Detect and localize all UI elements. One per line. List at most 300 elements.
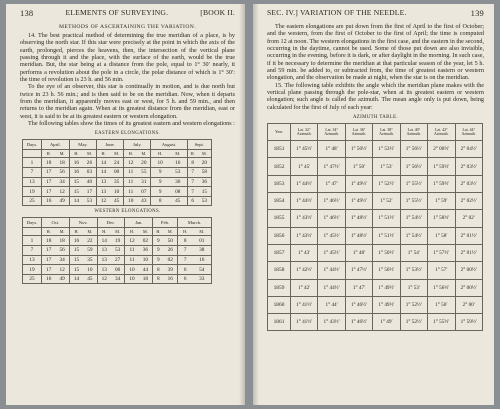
western-row (23, 246, 212, 256)
azimuth-value-cell: 1° 59½′ (455, 314, 482, 331)
azimuth-value-cell: 1° 59′ (428, 193, 455, 210)
western-value-cell: 56 (55, 246, 69, 256)
eastern-value-cell: 03 (83, 168, 97, 178)
azimuth-value-cell: 2° 00½′ (455, 262, 482, 279)
azimuth-value-cell: 1° 46½′ (345, 296, 372, 313)
eastern-value-cell: 8 (187, 158, 198, 168)
azimuth-lat-header (373, 124, 400, 141)
azimuth-lat-header (455, 124, 482, 141)
right-page (253, 4, 494, 405)
azimuth-value-cell: 1° 53½′ (400, 262, 427, 279)
western-value-cell: 01 (192, 236, 211, 246)
azimuth-value-cell: 1° 45½′ (318, 244, 345, 261)
azimuth-value-cell: 1° 51½′ (373, 227, 400, 244)
western-value-cell: 13 (97, 265, 111, 275)
western-value-cell: 02 (164, 255, 178, 265)
azimuth-lat-header (318, 124, 345, 141)
western-value-cell: 18 (139, 274, 153, 284)
eastern-header-cell: August. (151, 140, 187, 150)
eastern-value-cell: 6 (187, 196, 198, 206)
western-value-cell: 14 (69, 274, 83, 284)
eastern-value-cell: 53 (83, 196, 97, 206)
eastern-units-cell: M. (198, 150, 212, 158)
eastern-value-cell: 10 (124, 196, 138, 206)
eastern-value-cell: 17 (83, 187, 97, 197)
azimuth-value-cell: 1° 44½′ (318, 262, 345, 279)
azimuth-year-cell: 1859 (268, 279, 291, 296)
eastern-value-cell: 36 (198, 177, 212, 187)
eastern-value-cell: 17 (42, 168, 56, 178)
western-value-cell: 16 (164, 274, 178, 284)
western-header-cell: Jan. (125, 218, 153, 228)
eastern-day-cell: 13 (23, 177, 42, 187)
eastern-row (23, 187, 212, 197)
eastern-day-cell: 25 (23, 196, 42, 206)
azimuth-value-cell: 1° 49′ (373, 314, 400, 331)
western-value-cell: 17 (42, 255, 56, 265)
azimuth-row (268, 210, 483, 227)
azimuth-value-cell: 1° 56½′ (400, 158, 427, 175)
eastern-value-cell: 18 (55, 158, 69, 168)
western-value-cell: 9 (153, 236, 164, 246)
azimuth-table (267, 123, 483, 331)
azimuth-year-cell: 1853 (268, 175, 291, 192)
eastern-value-cell: 8 (151, 196, 169, 206)
azimuth-value-cell: 1° 53′ (373, 158, 400, 175)
azimuth-value-cell: 1° 59½′ (428, 158, 455, 175)
azimuth-value-cell: 1° 45½′ (318, 227, 345, 244)
eastern-row (23, 196, 212, 206)
eastern-value-cell: 40 (83, 177, 97, 187)
western-value-cell: 6 (177, 265, 192, 275)
azimuth-row (268, 175, 483, 192)
eastern-row (23, 168, 212, 178)
azimuth-value-cell: 1° 48′ (318, 141, 345, 158)
paragraph-14: 14. The best practical method of determining the true meridian of a place, is by observing the north star. If this star were precisely at the point in which the axis of the earth, prolonged, pierces the heavens, then, the intersection of the vertical plane passing through it and the place, with the surface of the earth, would be the true meridian. But, the star being at a distance from the pole, equal to 1° 30′ nearly, it performs a revolution about the pole in a circle, the polar distance of which is 1° 30′: the time of revolution is 23 h. and 56 min. (20, 33, 235, 84)
azimuth-value-cell: 1° 43½′ (291, 210, 318, 227)
eastern-elongations-table (22, 139, 212, 206)
western-units-cell: H. (42, 228, 56, 236)
eastern-units-cell: H. (187, 150, 198, 158)
azimuth-value-cell: 1° 52′ (373, 193, 400, 210)
azimuth-value-cell: 1° 53′ (400, 279, 427, 296)
azimuth-value-cell: 1° 50½′ (373, 244, 400, 261)
azimuth-value-cell: 1° 47½′ (345, 262, 372, 279)
azimuth-value-cell: 1° 59½′ (428, 175, 455, 192)
eastern-header-cell: Days. (23, 140, 42, 150)
western-value-cell: 10 (83, 265, 97, 275)
azimuth-value-cell: 2° 00½′ (455, 279, 482, 296)
eastern-value-cell: 07 (137, 187, 151, 197)
eastern-row (23, 177, 212, 187)
eastern-units-cell: H. (151, 150, 169, 158)
azimuth-row (268, 296, 483, 313)
azimuth-sub-label: Azimuth. (434, 132, 449, 137)
eastern-header-cell: July. (124, 140, 151, 150)
left-page-number: 138 (20, 8, 34, 18)
western-value-cell: 22 (83, 236, 97, 246)
eastern-value-cell: 56 (55, 168, 69, 178)
azimuth-year-cell: 1857 (268, 244, 291, 261)
azimuth-value-cell: 1° 49½′ (345, 193, 372, 210)
eastern-value-cell: 45 (169, 196, 187, 206)
western-value-cell: 18 (55, 236, 69, 246)
azimuth-lat-label: Lat. 44° (462, 127, 476, 132)
eastern-value-cell: 15 (198, 187, 212, 197)
azimuth-lat-label: Lat. 42° (435, 127, 448, 132)
western-value-cell: 35 (83, 255, 97, 265)
eastern-value-cell: 9 (151, 187, 169, 197)
eastern-header-cell: Sept. (187, 140, 211, 150)
western-value-cell: 49 (55, 274, 69, 284)
eastern-value-cell: 17 (42, 177, 56, 187)
western-header-cell: Oct. (42, 218, 70, 228)
paragraph-tables-intro: The following tables show the times of its greatest eastern and western elongations : (28, 121, 235, 128)
western-value-cell: 27 (111, 255, 125, 265)
azimuth-sub-label: Azimuth. (296, 132, 312, 137)
western-table-title: WESTERN ELONGATIONS. (94, 209, 161, 215)
western-day-cell: 19 (23, 265, 42, 275)
eastern-day-cell: 19 (23, 187, 42, 197)
azimuth-value-cell: 1° 44½′ (291, 175, 318, 192)
azimuth-lat-header (400, 124, 427, 141)
eastern-value-cell: 11 (124, 187, 138, 197)
azimuth-sub-label: Azimuth. (351, 132, 367, 137)
eastern-value-cell: 16 (169, 158, 187, 168)
western-units-cell (23, 228, 42, 236)
western-row (23, 255, 212, 265)
azimuth-value-cell: 1° 52½′ (400, 314, 427, 331)
eastern-units-cell: H. (124, 150, 138, 158)
western-value-cell: 9 (153, 255, 164, 265)
eastern-value-cell: 12 (124, 158, 138, 168)
azimuth-value-cell: 2° 03½′ (455, 175, 482, 192)
eastern-day-cell: 1 (23, 158, 42, 168)
eastern-value-cell: 53 (198, 196, 212, 206)
azimuth-lat-label: Lat. 32° (297, 127, 311, 132)
western-value-cell: 16 (42, 274, 56, 284)
western-value-cell: 12 (97, 274, 111, 284)
western-elongations-table (22, 217, 212, 284)
eastern-value-cell: 49 (55, 196, 69, 206)
eastern-value-cell: 13 (97, 177, 111, 187)
western-value-cell: 13 (97, 246, 111, 256)
left-running-head (20, 8, 235, 18)
eastern-units-cell: M. (137, 150, 151, 158)
eastern-value-cell: 7 (187, 187, 198, 197)
azimuth-value-cell: 1° 45½′ (291, 141, 318, 158)
azimuth-sub-label: Azimuth. (406, 132, 422, 137)
azimuth-year-cell: 1860 (268, 296, 291, 313)
western-header-cell: Days. (23, 218, 42, 228)
western-value-cell: 11 (125, 255, 139, 265)
eastern-value-cell: 34 (55, 177, 69, 187)
azimuth-value-cell: 1° 47½′ (318, 158, 345, 175)
azimuth-value-cell: 1° 57′ (428, 262, 455, 279)
western-header-row (23, 218, 212, 228)
western-value-cell: 17 (42, 246, 56, 256)
western-value-cell: 10 (139, 255, 153, 265)
western-value-cell: 6 (177, 274, 192, 284)
eastern-value-cell: 00 (110, 168, 124, 178)
western-units-cell: M. (55, 228, 69, 236)
left-running-title: ELEMENTS OF SURVEYING. (65, 8, 169, 17)
eastern-table-title: EASTERN ELONGATIONS. (94, 131, 161, 137)
eastern-value-cell: 15 (69, 177, 83, 187)
eastern-value-cell: 10 (151, 158, 169, 168)
eastern-value-cell: 15 (69, 187, 83, 197)
western-units-row (23, 228, 212, 236)
western-day-cell: 13 (23, 255, 42, 265)
western-row (23, 265, 212, 275)
western-value-cell: 15 (69, 255, 83, 265)
azimuth-row (268, 227, 483, 244)
paragraph-15: 15. The following table exhibits the angle which the meridian plane makes with the vertical plane passing through the pole-star, when at its greatest eastern or western elongation; such angle is called the azimuth. The mean angle only is put down, being calculated for the first of July of each year: (267, 82, 484, 111)
azimuth-value-cell: 1° 44½′ (318, 279, 345, 296)
eastern-units-cell: H. (69, 150, 83, 158)
western-day-cell: 25 (23, 274, 42, 284)
western-units-cell: M. (139, 228, 153, 236)
eastern-value-cell: 08 (169, 187, 187, 197)
azimuth-row (268, 244, 483, 261)
western-value-cell: 16 (69, 236, 83, 246)
western-value-cell: 34 (111, 274, 125, 284)
eastern-value-cell: 9 (151, 177, 169, 187)
western-value-cell: 12 (55, 265, 69, 275)
azimuth-value-cell: 1° 55½′ (400, 193, 427, 210)
eastern-header-row (23, 140, 212, 150)
azimuth-value-cell: 1° 43½′ (318, 314, 345, 331)
azimuth-year-header: Year. (268, 124, 291, 141)
azimuth-lat-label: Lat. 36° (352, 127, 366, 132)
eastern-value-cell: 35 (110, 177, 124, 187)
azimuth-value-cell: 1° 51½′ (373, 210, 400, 227)
eastern-value-cell: 43 (137, 196, 151, 206)
azimuth-sub-label: Azimuth. (379, 132, 394, 137)
eastern-value-cell: 12 (55, 187, 69, 197)
eastern-value-cell: 11 (124, 168, 138, 178)
western-value-cell: 00 (111, 265, 125, 275)
western-value-cell: 39 (164, 265, 178, 275)
right-running-head (267, 8, 484, 18)
western-value-cell: 26 (164, 246, 178, 256)
azimuth-lat-header (291, 124, 318, 141)
azimuth-value-cell: 1° 48½′ (345, 210, 372, 227)
azimuth-header-row (268, 124, 483, 141)
azimuth-table-title: AZIMUTH TABLE. (352, 115, 399, 121)
azimuth-value-cell: 1° 42½′ (291, 262, 318, 279)
azimuth-value-cell: 1° 56½′ (400, 141, 427, 158)
azimuth-row (268, 193, 483, 210)
eastern-value-cell: 14 (69, 196, 83, 206)
western-value-cell: 50 (164, 236, 178, 246)
eastern-value-cell: 12 (97, 196, 111, 206)
azimuth-value-cell: 1° 46½′ (318, 210, 345, 227)
azimuth-value-cell: 1° 57½′ (428, 244, 455, 261)
western-value-cell: 9 (153, 246, 164, 256)
western-value-cell: 14 (97, 236, 111, 246)
western-value-cell: 17 (42, 265, 56, 275)
eastern-value-cell: 9 (151, 168, 169, 178)
paragraph-star-motion: To the eye of an observer, this star is continually in motion, and is due north but twice in 23 h. 56 min.; and is then said to be on the meridian. Now, when it departs from the meridian, it apparently moves east or west, for 5 h. and 59 min., and then returns to the meridian again. When at its greatest distance from the meridian, east or west, it is said to be at its greatest eastern or western elongation. (20, 84, 235, 120)
azimuth-value-cell: 1° 44′ (318, 296, 345, 313)
eastern-value-cell: 53 (169, 168, 187, 178)
azimuth-row (268, 158, 483, 175)
western-units-cell: M. (164, 228, 178, 236)
western-value-cell: 33 (192, 274, 211, 284)
eastern-value-cell: 45 (110, 196, 124, 206)
eastern-units-cell: H. (42, 150, 56, 158)
western-value-cell: 7 (177, 246, 192, 256)
eastern-value-cell: 17 (42, 187, 56, 197)
western-value-cell: 8 (177, 236, 192, 246)
left-page (6, 4, 245, 405)
western-units-cell: M. (192, 228, 211, 236)
western-units-cell: H. (97, 228, 111, 236)
eastern-value-cell: 7 (187, 177, 198, 187)
azimuth-row (268, 262, 483, 279)
azimuth-value-cell: 1° 52½′ (373, 175, 400, 192)
azimuth-sub-label: Azimuth. (324, 132, 339, 137)
azimuth-value-cell: 1° 50½′ (373, 262, 400, 279)
western-value-cell: 10 (125, 265, 139, 275)
azimuth-value-cell: 1° 54½′ (400, 210, 427, 227)
azimuth-value-cell: 1° 47′ (345, 279, 372, 296)
western-value-cell: 02 (139, 236, 153, 246)
azimuth-value-cell: 1° 41½′ (291, 296, 318, 313)
azimuth-value-cell: 1° 41½′ (291, 314, 318, 331)
western-value-cell: 10 (125, 274, 139, 284)
eastern-value-cell: 20 (198, 158, 212, 168)
azimuth-row (268, 141, 483, 158)
eastern-header-cell: April. (42, 140, 70, 150)
azimuth-year-cell: 1856 (268, 227, 291, 244)
azimuth-value-cell: 2° 03½′ (455, 158, 482, 175)
western-units-cell: M. (83, 228, 97, 236)
western-value-cell: 15 (69, 265, 83, 275)
azimuth-year-cell: 1851 (268, 141, 291, 158)
eastern-units-cell: H. (97, 150, 111, 158)
azimuth-value-cell: 2° 04½′ (455, 141, 482, 158)
azimuth-year-cell: 1858 (268, 262, 291, 279)
azimuth-lat-label: Lat. 40° (407, 127, 421, 132)
eastern-value-cell: 26 (83, 158, 97, 168)
eastern-value-cell: 24 (110, 158, 124, 168)
paragraph-elongation-notes: The eastern elongations are put down from the first of April to the first of October; and the western, from the first of October to the first of April; the time is computed from 12 at noon. The western elongations in the first case, and the eastern in the second, occurring in the daytime, cannot be used. Some of those put down are also invisible, occurring in the evening, before it is dark, or after daylight in the morning. In such case, if it be necessary to determine the meridian at that particular season of the year, let 5 h. and 59 min. be added to, or subtracted from, the time of greatest eastern or western elongation, and the observation be made at night, when the star is on the meridian. (267, 24, 484, 82)
western-value-cell: 7 (177, 255, 192, 265)
azimuth-value-cell: 1° 47′ (318, 175, 345, 192)
azimuth-value-cell: 2° 02′ (455, 210, 482, 227)
eastern-value-cell: 30 (169, 177, 187, 187)
eastern-value-cell: 11 (124, 177, 138, 187)
eastern-value-cell: 16 (69, 158, 83, 168)
eastern-header-cell: May. (69, 140, 96, 150)
western-value-cell: 12 (125, 236, 139, 246)
eastern-value-cell: 10 (110, 187, 124, 197)
azimuth-value-cell: 1° 50′ (345, 158, 372, 175)
azimuth-value-cell: 1° 54½′ (400, 227, 427, 244)
western-value-cell: 16 (192, 255, 211, 265)
azimuth-row (268, 279, 483, 296)
eastern-header-cell: June. (97, 140, 124, 150)
azimuth-value-cell: 2° 00½′ (428, 141, 455, 158)
azimuth-value-cell: 2° 02½′ (455, 193, 482, 210)
azimuth-value-cell: 1° 46½′ (345, 314, 372, 331)
western-value-cell: 36 (139, 246, 153, 256)
eastern-value-cell: 16 (42, 196, 56, 206)
eastern-units-row (23, 150, 212, 158)
azimuth-value-cell: 1° 43½′ (291, 227, 318, 244)
eastern-value-cell: 18 (42, 158, 56, 168)
azimuth-value-cell: 1° 55½′ (428, 314, 455, 331)
western-value-cell: 13 (97, 255, 111, 265)
azimuth-value-cell: 1° 49½′ (345, 175, 372, 192)
azimuth-value-cell: 1° 53½′ (373, 141, 400, 158)
eastern-units-cell: M. (169, 150, 187, 158)
eastern-value-cell: 31 (137, 177, 151, 187)
western-header-cell: Dec. (97, 218, 125, 228)
eastern-value-cell: 13 (97, 187, 111, 197)
eastern-units-cell: M. (83, 150, 97, 158)
eastern-value-cell: 14 (97, 168, 111, 178)
eastern-day-cell: 7 (23, 168, 42, 178)
western-row (23, 274, 212, 284)
eastern-units-cell: M. (110, 150, 124, 158)
left-book-ref: [BOOK II. (200, 8, 235, 17)
azimuth-value-cell: 1° 45′ (291, 158, 318, 175)
western-value-cell: 44 (139, 265, 153, 275)
section-title: METHODS OF ASCERTAINING THE VARIATION. (58, 24, 197, 30)
eastern-value-cell: 16 (69, 168, 83, 178)
western-header-cell: Nov. (69, 218, 97, 228)
western-value-cell: 53 (111, 246, 125, 256)
western-units-cell: H. (69, 228, 83, 236)
western-units-cell: M. (111, 228, 125, 236)
azimuth-value-cell: 1° 43′ (291, 244, 318, 261)
azimuth-lat-header (345, 124, 372, 141)
western-value-cell: 8 (153, 265, 164, 275)
azimuth-value-cell: 2° 01½′ (455, 227, 482, 244)
azimuth-value-cell: 1° 56′ (428, 296, 455, 313)
western-value-cell: 18 (42, 236, 56, 246)
azimuth-value-cell: 1° 56½′ (428, 279, 455, 296)
eastern-value-cell: 14 (97, 158, 111, 168)
western-header-cell: March. (177, 218, 211, 228)
western-units-cell: H. (125, 228, 139, 236)
azimuth-lat-label: Lat. 34° (325, 127, 338, 132)
western-value-cell: 19 (111, 236, 125, 246)
right-running-title: SEC. IV.] VARIATION OF THE NEEDLE. (267, 8, 407, 17)
eastern-value-cell: 58 (198, 168, 212, 178)
azimuth-value-cell: 2° 01½′ (455, 244, 482, 261)
western-value-cell: 8 (153, 274, 164, 284)
azimuth-value-cell: 1° 42′ (291, 279, 318, 296)
azimuth-lat-label: Lat. 38° (380, 127, 393, 132)
azimuth-value-cell: 1° 55½′ (400, 175, 427, 192)
western-day-cell: 1 (23, 236, 42, 246)
right-page-number: 139 (470, 8, 484, 18)
western-value-cell: 45 (83, 274, 97, 284)
eastern-value-cell: 20 (137, 158, 151, 168)
azimuth-value-cell: 1° 50½′ (345, 141, 372, 158)
azimuth-value-cell: 1° 54′ (400, 244, 427, 261)
western-value-cell: 59 (83, 246, 97, 256)
eastern-units-cell (23, 150, 42, 158)
azimuth-value-cell: 1° 49½′ (373, 279, 400, 296)
azimuth-year-cell: 1854 (268, 193, 291, 210)
azimuth-value-cell: 1° 49½′ (373, 296, 400, 313)
azimuth-sub-label: Azimuth. (461, 132, 477, 137)
